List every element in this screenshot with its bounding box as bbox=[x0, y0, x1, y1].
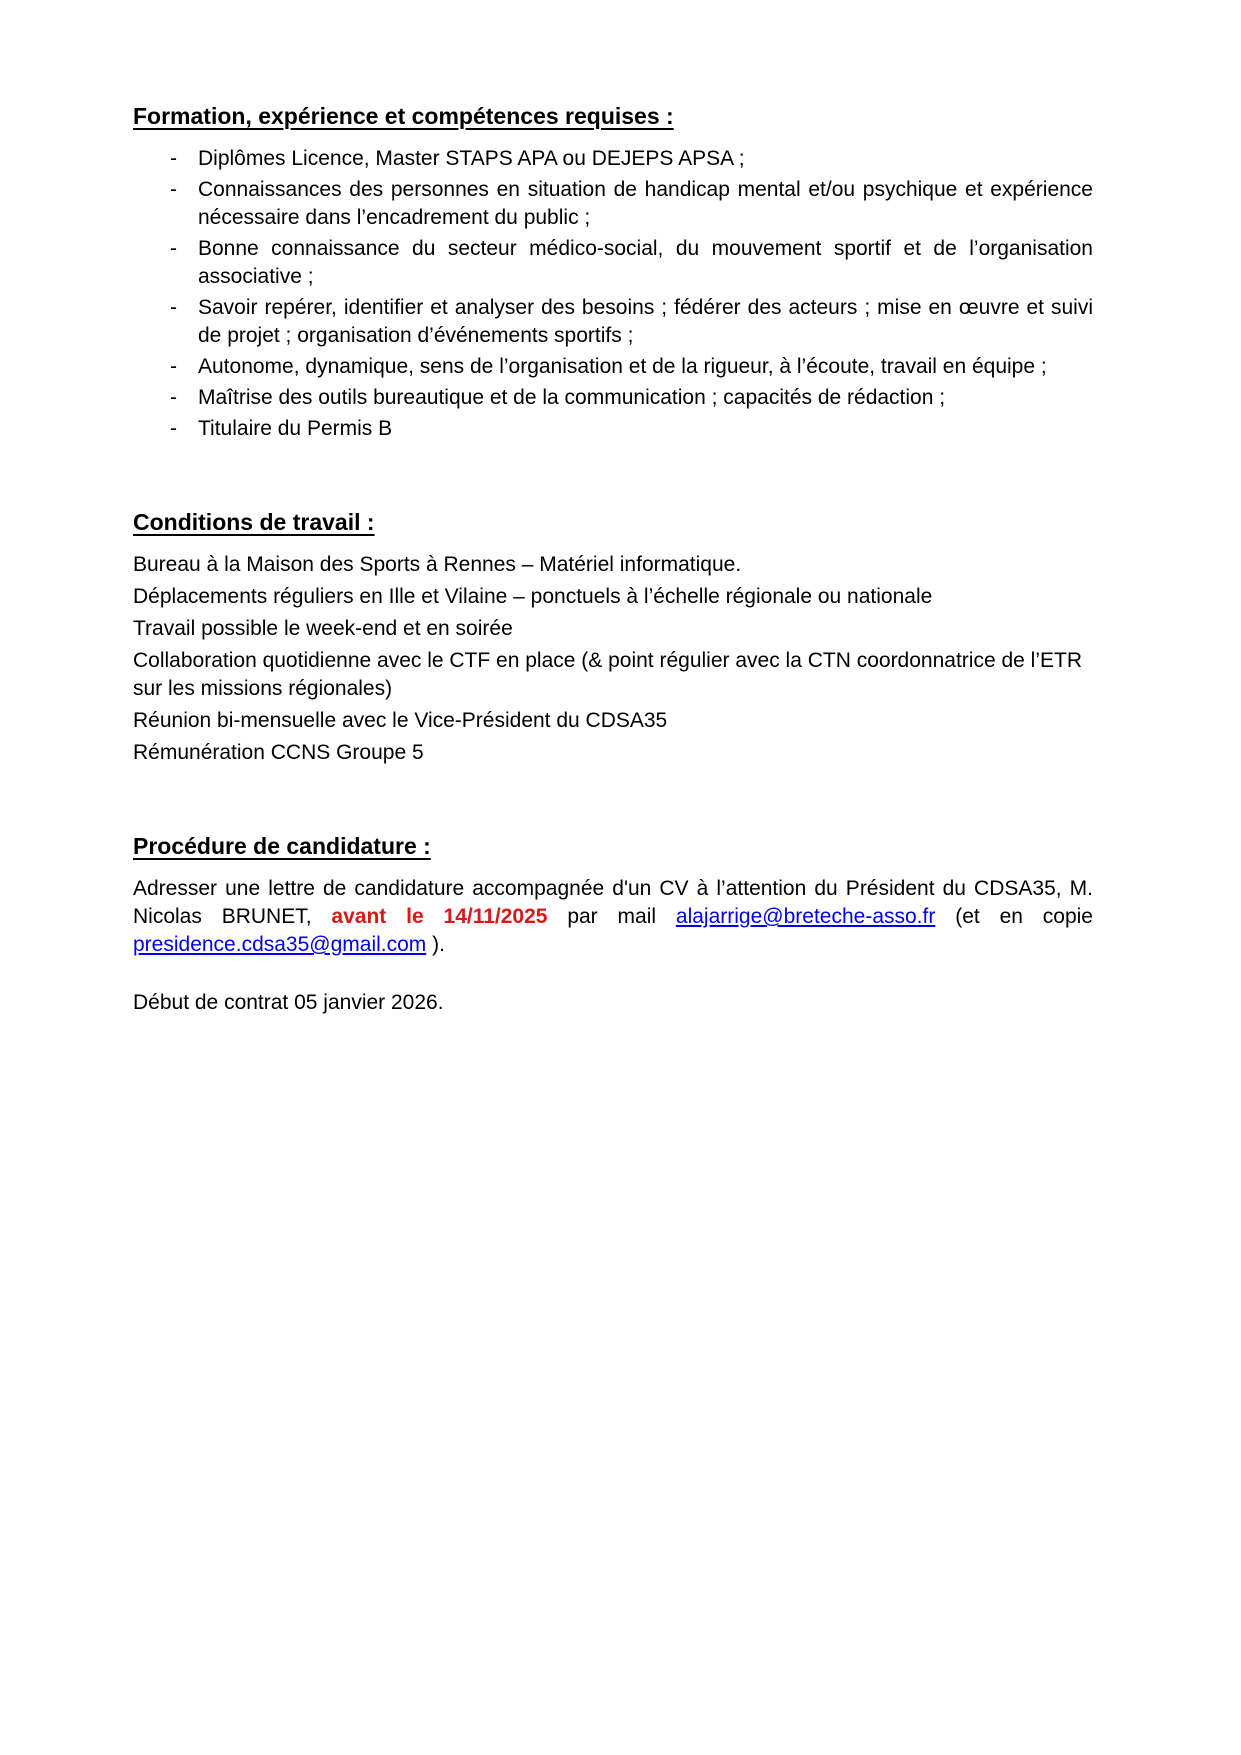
condition-line: Réunion bi-mensuelle avec le Vice-Président du CDSA35 bbox=[133, 709, 668, 732]
copy-email-link[interactable]: presidence.cdsa35@gmail.com bbox=[133, 933, 427, 956]
deadline-text: avant le 14/11/2025 bbox=[331, 905, 548, 928]
section-conditions bbox=[133, 507, 1093, 767]
condition-line: Déplacements réguliers en Ille et Vilaine – ponctuels à l’échelle régionale ou nationale bbox=[133, 585, 933, 608]
contract-start-line: Début de contrat 05 janvier 2026. bbox=[133, 991, 444, 1014]
conditions-paragraphs bbox=[133, 551, 1093, 767]
condition-line: Collaboration quotidienne avec le CTF en place (& point régulier avec la CTN coordonnatrice de l’ETR sur les missions régionales) bbox=[133, 649, 1082, 700]
condition-line: Travail possible le week-end et en soirée bbox=[133, 617, 513, 640]
list-item: - Diplômes Licence, Master STAPS APA ou DEJEPS APSA ; bbox=[133, 145, 1093, 173]
section-candidature bbox=[133, 831, 1093, 1017]
list-item: - Titulaire du Permis B bbox=[133, 415, 1093, 443]
requirements-list bbox=[133, 145, 1093, 443]
mail-label-text: par mail bbox=[547, 905, 676, 928]
condition-line: Bureau à la Maison des Sports à Rennes – Matériel informatique. bbox=[133, 553, 742, 576]
candidature-heading: Procédure de candidature : bbox=[133, 833, 431, 859]
section-formation bbox=[133, 101, 1093, 443]
application-intro-text: Adresser une lettre de candidature accompagnée d'un CV à l’attention du Président du CDSA35, M. Nicolas BRUNET, bbox=[133, 877, 1093, 928]
list-item: - Connaissances des personnes en situation de handicap mental et/ou psychique et expérience nécessaire dans l’encadrement du public ; bbox=[133, 176, 1093, 232]
application-paragraph bbox=[133, 875, 1093, 959]
closing-punctuation: ). bbox=[426, 933, 445, 956]
list-item: - Maîtrise des outils bureautique et de la communication ; capacités de rédaction ; bbox=[133, 384, 1093, 412]
copy-label-text: (et en copie bbox=[935, 905, 1093, 928]
list-item: - Savoir repérer, identifier et analyser des besoins ; fédérer des acteurs ; mise en œuvre et suivi de projet ; organisation d’événements sportifs ; bbox=[133, 294, 1093, 350]
conditions-heading: Conditions de travail : bbox=[133, 509, 375, 535]
primary-email-link[interactable]: alajarrige@breteche-asso.fr bbox=[675, 905, 936, 928]
formation-heading: Formation, expérience et compétences requises : bbox=[133, 103, 674, 129]
list-item: - Bonne connaissance du secteur médico-social, du mouvement sportif et de l’organisation associative ; bbox=[133, 235, 1093, 291]
list-item: - Autonome, dynamique, sens de l’organisation et de la rigueur, à l’écoute, travail en équipe ; bbox=[133, 353, 1093, 381]
condition-line: Rémunération CCNS Groupe 5 bbox=[133, 741, 424, 764]
